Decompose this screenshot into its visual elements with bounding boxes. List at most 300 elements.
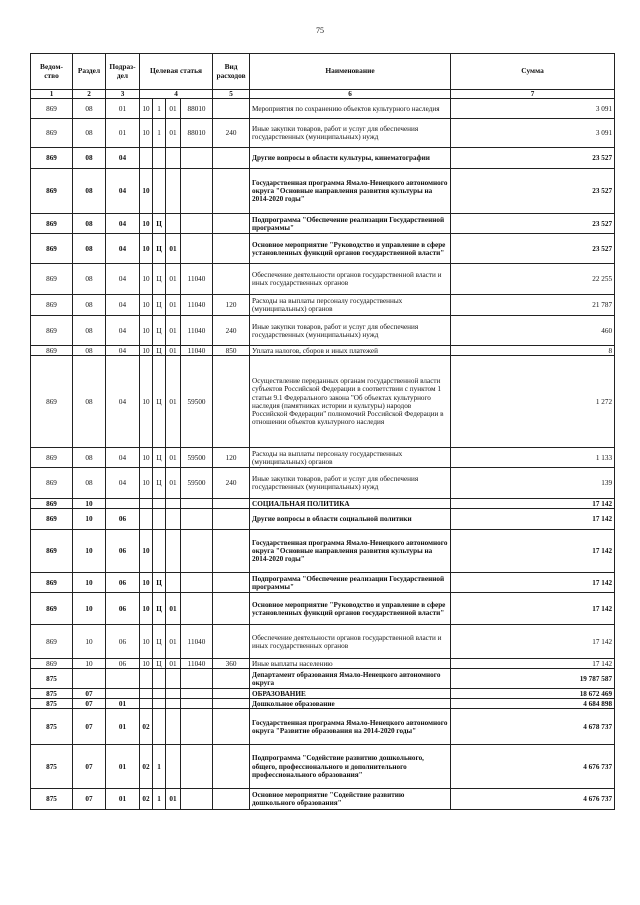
vedomstvo-cell: 875 [31, 709, 73, 745]
target-program-code-cell: 10 [140, 264, 153, 295]
target-subprogram-code-cell [153, 169, 166, 214]
razdel-cell: 10 [73, 499, 106, 509]
target-direction-code-cell: 11040 [181, 346, 213, 356]
expense-type-cell [213, 509, 250, 530]
vedomstvo-cell: 869 [31, 295, 73, 316]
target-direction-code-cell [181, 669, 213, 689]
target-event-code-cell [166, 573, 181, 593]
name-cell: Расходы на выплаты персоналу государственных (муниципальных) органов [250, 295, 451, 316]
target-direction-code-cell [181, 593, 213, 625]
vedomstvo-cell: 869 [31, 659, 73, 669]
target-subprogram-code-cell [153, 509, 166, 530]
target-direction-code-cell: 11040 [181, 264, 213, 295]
amount-cell: 23 527 [451, 214, 615, 234]
expense-type-cell [213, 148, 250, 169]
target-program-code-cell: 10 [140, 659, 153, 669]
expense-type-cell [213, 214, 250, 234]
expense-type-cell [213, 499, 250, 509]
name-cell: ОБРАЗОВАНИЕ [250, 689, 451, 699]
target-program-code-cell: 10 [140, 468, 153, 499]
target-event-code-cell: 01 [166, 119, 181, 148]
target-program-code-cell: 10 [140, 530, 153, 573]
name-cell: Иные закупки товаров, работ и услуг для обеспечения государственных (муниципальных) нужд [250, 468, 451, 499]
target-event-code-cell [166, 148, 181, 169]
vedomstvo-cell: 869 [31, 593, 73, 625]
header-vedomstvo: Ведом-ство [31, 54, 73, 90]
name-cell: Иные закупки товаров, работ и услуг для обеспечения государственных (муниципальных) нужд [250, 119, 451, 148]
target-program-code-cell: 10 [140, 119, 153, 148]
target-program-code-cell: 02 [140, 745, 153, 789]
target-program-code-cell [140, 509, 153, 530]
target-program-code-cell: 10 [140, 214, 153, 234]
amount-cell: 1 133 [451, 448, 615, 468]
target-event-code-cell: 01 [166, 789, 181, 810]
target-subprogram-code-cell: Ц [153, 573, 166, 593]
target-event-code-cell: 01 [166, 295, 181, 316]
razdel-cell: 10 [73, 625, 106, 659]
target-direction-code-cell: 59500 [181, 356, 213, 448]
table-row [31, 295, 615, 316]
name-cell: Подпрограмма "Содействие развитию дошкольного, общего, профессионального и дополнительного профессионального образования" [250, 745, 451, 789]
razdel-cell: 07 [73, 689, 106, 699]
target-direction-code-cell [181, 573, 213, 593]
podrazdel-cell [106, 689, 140, 699]
target-program-code-cell: 10 [140, 169, 153, 214]
target-subprogram-code-cell: Ц [153, 316, 166, 346]
podrazdel-cell: 04 [106, 148, 140, 169]
vedomstvo-cell: 875 [31, 699, 73, 709]
target-event-code-cell [166, 499, 181, 509]
budget-table [30, 53, 615, 810]
amount-cell: 21 787 [451, 295, 615, 316]
target-subprogram-code-cell: Ц [153, 659, 166, 669]
name-cell: Подпрограмма "Обеспечение реализации Государственной программы" [250, 214, 451, 234]
table-row [31, 234, 615, 264]
name-cell: Департамент образования Ямало-Ненецкого автономного округа [250, 669, 451, 689]
target-event-code-cell [166, 689, 181, 699]
razdel-cell: 08 [73, 119, 106, 148]
vedomstvo-cell: 869 [31, 530, 73, 573]
table-row [31, 709, 615, 745]
vedomstvo-cell: 869 [31, 356, 73, 448]
podrazdel-cell: 06 [106, 573, 140, 593]
target-subprogram-code-cell [153, 148, 166, 169]
amount-cell: 17 142 [451, 659, 615, 669]
expense-type-cell [213, 356, 250, 448]
name-cell: Другие вопросы в области культуры, кинематографии [250, 148, 451, 169]
target-event-code-cell [166, 169, 181, 214]
razdel-cell: 08 [73, 234, 106, 264]
vedomstvo-cell: 869 [31, 468, 73, 499]
target-event-code-cell [166, 530, 181, 573]
target-direction-code-cell: 59500 [181, 448, 213, 468]
header-naimenovanie: Наименование [250, 54, 451, 90]
target-subprogram-code-cell [153, 689, 166, 699]
podrazdel-cell: 06 [106, 509, 140, 530]
vedomstvo-cell: 869 [31, 148, 73, 169]
target-subprogram-code-cell: Ц [153, 264, 166, 295]
header-razdel: Раздел [73, 54, 106, 90]
vedomstvo-cell: 869 [31, 264, 73, 295]
target-program-code-cell [140, 699, 153, 709]
amount-cell: 4 684 898 [451, 699, 615, 709]
target-event-code-cell: 01 [166, 468, 181, 499]
vedomstvo-cell: 869 [31, 169, 73, 214]
podrazdel-cell [106, 669, 140, 689]
target-event-code-cell: 01 [166, 346, 181, 356]
name-cell: Основное мероприятие "Руководство и управление в сфере установленных функций органов государственной власти" [250, 234, 451, 264]
table-row [31, 689, 615, 699]
vedomstvo-cell: 869 [31, 499, 73, 509]
amount-cell: 22 255 [451, 264, 615, 295]
target-subprogram-code-cell: Ц [153, 356, 166, 448]
target-program-code-cell: 10 [140, 356, 153, 448]
table-row [31, 468, 615, 499]
target-subprogram-code-cell [153, 530, 166, 573]
amount-cell: 23 527 [451, 234, 615, 264]
razdel-cell: 07 [73, 699, 106, 709]
table-row [31, 214, 615, 234]
amount-cell: 17 142 [451, 509, 615, 530]
razdel-cell: 08 [73, 169, 106, 214]
razdel-cell: 08 [73, 295, 106, 316]
target-event-code-cell [166, 699, 181, 709]
amount-cell: 3 091 [451, 99, 615, 119]
razdel-cell: 07 [73, 745, 106, 789]
target-program-code-cell [140, 499, 153, 509]
target-subprogram-code-cell [153, 709, 166, 745]
target-subprogram-code-cell: Ц [153, 346, 166, 356]
podrazdel-cell: 06 [106, 659, 140, 669]
vedomstvo-cell: 875 [31, 689, 73, 699]
target-program-code-cell [140, 148, 153, 169]
name-cell: Расходы на выплаты персоналу государственных (муниципальных) органов [250, 448, 451, 468]
expense-type-cell: 850 [213, 346, 250, 356]
target-program-code-cell: 10 [140, 593, 153, 625]
target-direction-code-cell: 11040 [181, 316, 213, 346]
name-cell: Иные выплаты населению [250, 659, 451, 669]
table-row [31, 448, 615, 468]
target-direction-code-cell: 11040 [181, 295, 213, 316]
podrazdel-cell: 04 [106, 214, 140, 234]
header-celevaya-statya: Целевая статья [140, 54, 213, 90]
name-cell: Государственная программа Ямало-Ненецкого автономного округа "Основные направления развития культуры на 2014-2020 годы" [250, 169, 451, 214]
target-event-code-cell [166, 745, 181, 789]
razdel-cell: 08 [73, 99, 106, 119]
expense-type-cell [213, 669, 250, 689]
target-direction-code-cell [181, 789, 213, 810]
header-summa: Сумма [451, 54, 615, 90]
target-program-code-cell: 02 [140, 789, 153, 810]
amount-cell: 4 676 737 [451, 789, 615, 810]
target-direction-code-cell: 88010 [181, 119, 213, 148]
razdel-cell: 08 [73, 214, 106, 234]
name-cell: Основное мероприятие "Руководство и управление в сфере установленных функций органов государственной власти" [250, 593, 451, 625]
table-row [31, 316, 615, 346]
expense-type-cell [213, 709, 250, 745]
podrazdel-cell: 04 [106, 356, 140, 448]
target-program-code-cell: 10 [140, 295, 153, 316]
target-subprogram-code-cell [153, 699, 166, 709]
podrazdel-cell: 04 [106, 448, 140, 468]
vedomstvo-cell: 875 [31, 745, 73, 789]
name-cell: Осуществление переданных органам государственной власти субъектов Российской Федерации в соответствии с пунктом 1 статьи 9.1 Федерального закона "Об объектах культурного наследия (памятниках истории и культуры) народов Российской Федерации" полномочий Российской Федерации в отношении объектов культурного наследия [250, 356, 451, 448]
amount-cell: 23 527 [451, 169, 615, 214]
target-direction-code-cell [181, 234, 213, 264]
razdel-cell: 08 [73, 448, 106, 468]
table-row [31, 119, 615, 148]
amount-cell: 3 091 [451, 119, 615, 148]
target-subprogram-code-cell: 1 [153, 789, 166, 810]
target-subprogram-code-cell: Ц [153, 214, 166, 234]
razdel-cell: 08 [73, 264, 106, 295]
name-cell: Другие вопросы в области социальной политики [250, 509, 451, 530]
header-podrazdel: Подраз-дел [106, 54, 140, 90]
target-direction-code-cell [181, 499, 213, 509]
podrazdel-cell: 04 [106, 295, 140, 316]
amount-cell: 4 676 737 [451, 745, 615, 789]
expense-type-cell: 120 [213, 295, 250, 316]
razdel-cell: 08 [73, 356, 106, 448]
table-row [31, 530, 615, 573]
podrazdel-cell: 01 [106, 699, 140, 709]
target-program-code-cell: 10 [140, 316, 153, 346]
target-subprogram-code-cell: Ц [153, 593, 166, 625]
header-vid-rashodov: Вид расходов [213, 54, 250, 90]
column-index: 5 [213, 90, 250, 99]
target-direction-code-cell: 88010 [181, 99, 213, 119]
podrazdel-cell: 04 [106, 264, 140, 295]
target-program-code-cell: 10 [140, 573, 153, 593]
table-row [31, 699, 615, 709]
vedomstvo-cell: 869 [31, 509, 73, 530]
expense-type-cell [213, 573, 250, 593]
name-cell: Уплата налогов, сборов и иных платежей [250, 346, 451, 356]
table-row [31, 625, 615, 659]
expense-type-cell [213, 169, 250, 214]
target-direction-code-cell [181, 745, 213, 789]
column-index: 2 [73, 90, 106, 99]
podrazdel-cell: 06 [106, 593, 140, 625]
target-program-code-cell: 02 [140, 709, 153, 745]
target-program-code-cell [140, 689, 153, 699]
expense-type-cell [213, 689, 250, 699]
target-program-code-cell: 10 [140, 234, 153, 264]
table-row [31, 346, 615, 356]
amount-cell: 17 142 [451, 530, 615, 573]
target-direction-code-cell [181, 148, 213, 169]
target-subprogram-code-cell: 1 [153, 99, 166, 119]
razdel-cell: 10 [73, 593, 106, 625]
header-row [31, 54, 615, 90]
podrazdel-cell: 06 [106, 625, 140, 659]
target-direction-code-cell [181, 214, 213, 234]
vedomstvo-cell: 869 [31, 119, 73, 148]
vedomstvo-cell: 869 [31, 573, 73, 593]
table-row [31, 789, 615, 810]
column-index: 4 [140, 90, 213, 99]
target-program-code-cell: 10 [140, 448, 153, 468]
podrazdel-cell: 06 [106, 530, 140, 573]
razdel-cell: 10 [73, 509, 106, 530]
razdel-cell: 08 [73, 316, 106, 346]
razdel-cell: 08 [73, 346, 106, 356]
target-program-code-cell: 10 [140, 99, 153, 119]
target-event-code-cell: 01 [166, 448, 181, 468]
target-subprogram-code-cell: Ц [153, 625, 166, 659]
razdel-cell: 07 [73, 709, 106, 745]
page-number: 75 [316, 26, 324, 35]
name-cell: СОЦИАЛЬНАЯ ПОЛИТИКА [250, 499, 451, 509]
table-row [31, 499, 615, 509]
target-event-code-cell: 01 [166, 593, 181, 625]
table-row [31, 659, 615, 669]
razdel-cell: 07 [73, 789, 106, 810]
vedomstvo-cell: 875 [31, 669, 73, 689]
table-row [31, 745, 615, 789]
razdel-cell: 10 [73, 530, 106, 573]
expense-type-cell: 120 [213, 448, 250, 468]
table-row [31, 573, 615, 593]
amount-cell: 8 [451, 346, 615, 356]
name-cell: Государственная программа Ямало-Ненецкого автономного округа "Основные направления развития культуры на 2014-2020 годы" [250, 530, 451, 573]
target-direction-code-cell [181, 509, 213, 530]
name-cell: Подпрограмма "Обеспечение реализации Государственной программы" [250, 573, 451, 593]
expense-type-cell: 360 [213, 659, 250, 669]
target-direction-code-cell: 11040 [181, 659, 213, 669]
name-cell: Основное мероприятие "Содействие развитию дошкольного образования" [250, 789, 451, 810]
target-event-code-cell: 01 [166, 316, 181, 346]
podrazdel-cell: 04 [106, 316, 140, 346]
expense-type-cell: 240 [213, 316, 250, 346]
podrazdel-cell [106, 499, 140, 509]
name-cell: Иные закупки товаров, работ и услуг для обеспечения государственных (муниципальных) нужд [250, 316, 451, 346]
amount-cell: 18 672 469 [451, 689, 615, 699]
razdel-cell: 10 [73, 659, 106, 669]
podrazdel-cell: 01 [106, 789, 140, 810]
name-cell: Государственная программа Ямало-Ненецкого автономного округа "Развитие образования на 2014-2020 годы" [250, 709, 451, 745]
name-cell: Обеспечение деятельности органов государственной власти и иных государственных органов [250, 264, 451, 295]
column-index: 3 [106, 90, 140, 99]
target-direction-code-cell: 11040 [181, 625, 213, 659]
expense-type-cell: 240 [213, 468, 250, 499]
target-program-code-cell [140, 669, 153, 689]
target-direction-code-cell [181, 699, 213, 709]
name-cell: Дошкольное образование [250, 699, 451, 709]
target-direction-code-cell: 59500 [181, 468, 213, 499]
table-row [31, 356, 615, 448]
vedomstvo-cell: 869 [31, 214, 73, 234]
target-subprogram-code-cell [153, 669, 166, 689]
target-subprogram-code-cell: Ц [153, 295, 166, 316]
name-cell: Обеспечение деятельности органов государственной власти и иных государственных органов [250, 625, 451, 659]
podrazdel-cell: 04 [106, 169, 140, 214]
target-direction-code-cell [181, 689, 213, 699]
target-program-code-cell: 10 [140, 346, 153, 356]
table-row [31, 148, 615, 169]
amount-cell: 17 142 [451, 573, 615, 593]
target-subprogram-code-cell: 1 [153, 119, 166, 148]
expense-type-cell [213, 264, 250, 295]
razdel-cell: 10 [73, 573, 106, 593]
target-event-code-cell: 01 [166, 625, 181, 659]
vedomstvo-cell: 869 [31, 99, 73, 119]
vedomstvo-cell: 875 [31, 789, 73, 810]
target-subprogram-code-cell: Ц [153, 234, 166, 264]
table-row [31, 264, 615, 295]
target-event-code-cell [166, 669, 181, 689]
column-index: 7 [451, 90, 615, 99]
target-event-code-cell [166, 214, 181, 234]
vedomstvo-cell: 869 [31, 625, 73, 659]
target-direction-code-cell [181, 709, 213, 745]
expense-type-cell [213, 745, 250, 789]
column-index: 6 [250, 90, 451, 99]
amount-cell: 460 [451, 316, 615, 346]
amount-cell: 17 142 [451, 625, 615, 659]
target-event-code-cell: 01 [166, 356, 181, 448]
target-event-code-cell [166, 709, 181, 745]
vedomstvo-cell: 869 [31, 316, 73, 346]
expense-type-cell [213, 593, 250, 625]
target-event-code-cell: 01 [166, 234, 181, 264]
podrazdel-cell: 04 [106, 468, 140, 499]
target-subprogram-code-cell: Ц [153, 448, 166, 468]
target-event-code-cell [166, 509, 181, 530]
amount-cell: 19 787 587 [451, 669, 615, 689]
podrazdel-cell: 04 [106, 234, 140, 264]
expense-type-cell [213, 699, 250, 709]
podrazdel-cell: 04 [106, 346, 140, 356]
amount-cell: 4 678 737 [451, 709, 615, 745]
target-event-code-cell: 01 [166, 99, 181, 119]
target-event-code-cell: 01 [166, 264, 181, 295]
expense-type-cell: 240 [213, 119, 250, 148]
vedomstvo-cell: 869 [31, 448, 73, 468]
expense-type-cell [213, 789, 250, 810]
target-subprogram-code-cell: Ц [153, 468, 166, 499]
expense-type-cell [213, 234, 250, 264]
razdel-cell: 08 [73, 148, 106, 169]
column-index-row [31, 90, 615, 99]
column-index: 1 [31, 90, 73, 99]
vedomstvo-cell: 869 [31, 346, 73, 356]
amount-cell: 1 272 [451, 356, 615, 448]
razdel-cell: 08 [73, 468, 106, 499]
table-row [31, 99, 615, 119]
target-event-code-cell: 01 [166, 659, 181, 669]
podrazdel-cell: 01 [106, 745, 140, 789]
amount-cell: 17 142 [451, 593, 615, 625]
amount-cell: 17 142 [451, 499, 615, 509]
table-row [31, 509, 615, 530]
expense-type-cell [213, 99, 250, 119]
razdel-cell [73, 669, 106, 689]
expense-type-cell [213, 625, 250, 659]
target-direction-code-cell [181, 530, 213, 573]
name-cell: Мероприятия по сохранению объектов культурного наследия [250, 99, 451, 119]
amount-cell: 139 [451, 468, 615, 499]
target-program-code-cell: 10 [140, 625, 153, 659]
expense-type-cell [213, 530, 250, 573]
podrazdel-cell: 01 [106, 99, 140, 119]
vedomstvo-cell: 869 [31, 234, 73, 264]
table-row [31, 669, 615, 689]
target-subprogram-code-cell: 1 [153, 745, 166, 789]
podrazdel-cell: 01 [106, 119, 140, 148]
target-direction-code-cell [181, 169, 213, 214]
table-row [31, 593, 615, 625]
